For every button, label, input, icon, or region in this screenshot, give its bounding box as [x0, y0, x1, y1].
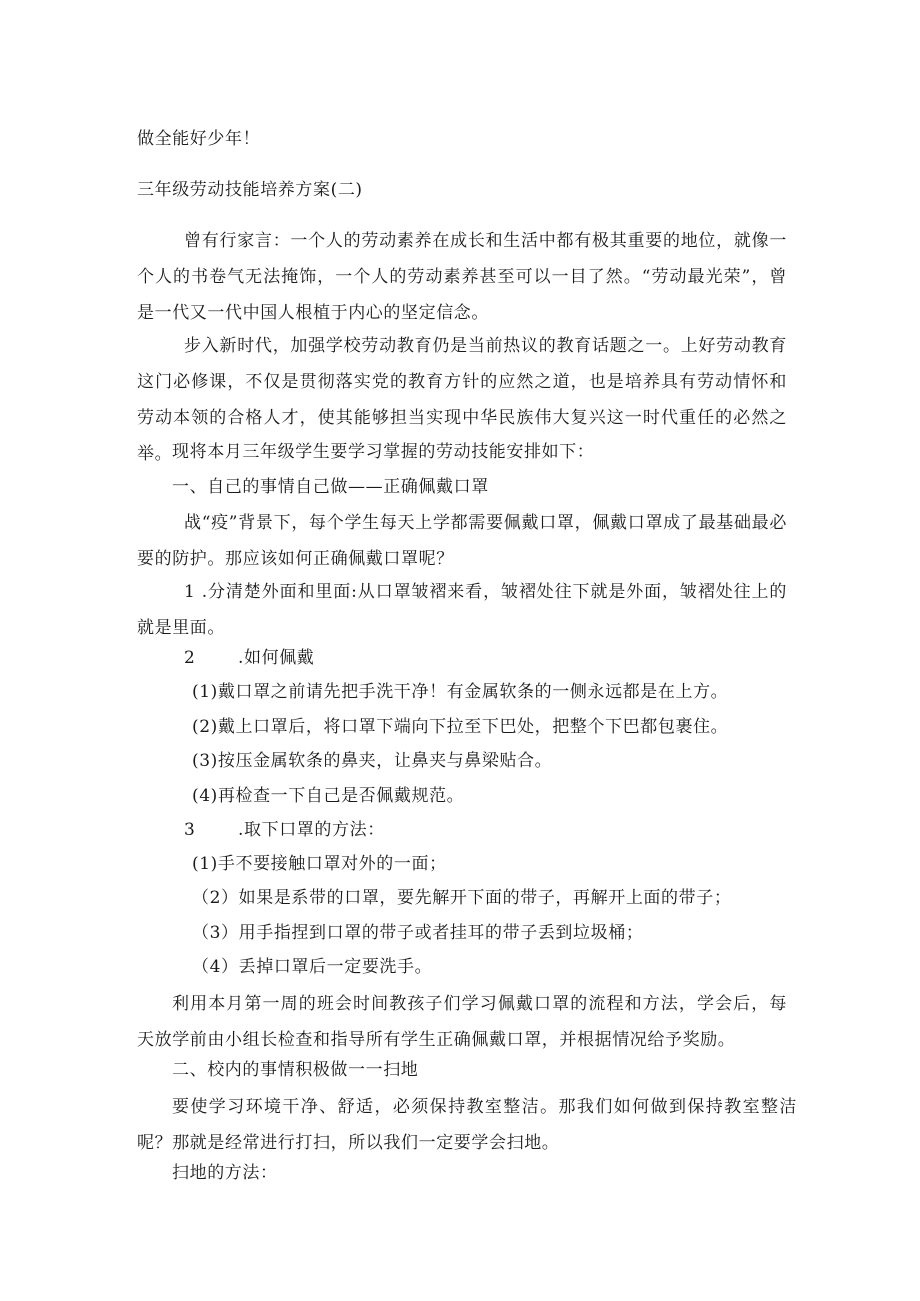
- step-1: 1 .分清楚外面和里面:从口罩皱褶来看，皱褶处往下就是外面，皱褶处往上的就是里面。: [137, 582, 787, 638]
- wear-item: (3)按压金属软条的鼻夹，让鼻夹与鼻梁贴合。: [192, 751, 553, 771]
- remove-item: (1)手不要接触口罩对外的一面；: [192, 854, 447, 874]
- plan-intro: 现将本月三年级学生要学习掌握的劳动技能安排如下：: [172, 442, 595, 462]
- wear-item: (2)戴上口罩后，将口罩下端向下拉至下巴处，把整个下巴都包裹住。: [192, 717, 729, 737]
- step-2: [184, 646, 314, 670]
- intro-paragraph-2: 步入新时代，加强学校劳动教育仍是当前热议的教育话题之一。上好劳动教育这门必修课，不仅是贯彻落实党的教育方针的应然之道，也是培养具有劳动情怀和劳动本领的合格人才，使其能够担当实现中华民族伟大复兴这一时代重任的必然之举。: [137, 336, 787, 464]
- step-2-number: 2: [184, 648, 196, 668]
- remove-item: （4）丢掉口罩后一定要洗手。: [192, 957, 433, 977]
- part2-heading: 二、校内的事情积极做一一扫地: [172, 1060, 419, 1080]
- remove-item: （2）如果是系带的口罩，要先解开下面的带子，再解开上面的带子；: [192, 888, 732, 908]
- closing-line: 做全能好少年！: [137, 129, 261, 149]
- wear-item: (4)再检查一下自己是否佩戴规范。: [192, 786, 465, 806]
- wear-item: (1)戴口罩之前请先把手洗干净！有金属软条的一侧永远都是在上方。: [192, 682, 729, 702]
- intro-paragraph-1: 曾有行家言：一个人的劳动素养在成长和生活中都有极其重要的地位，就像一个人的书卷气无法掩饰，一个人的劳动素养甚至可以一目了然。“劳动最光荣”，曾是一代又一代中国人根植于内心的坚定信念。: [137, 231, 787, 323]
- step-3: [184, 818, 385, 842]
- part1-paragraph: 战“疫”背景下，每个学生每天上学都需要佩戴口罩，佩戴口罩成了最基础最必要的防护。那应该如何正确佩戴口罩呢？: [137, 513, 787, 569]
- part1-summary: 利用本月第一周的班会时间教孩子们学习佩戴口罩的流程和方法，学会后，每天放学前由小组长检查和指导所有学生正确佩戴口罩，并根据情况给予奖励。: [137, 994, 787, 1050]
- remove-item: （3）用手指捏到口罩的带子或者挂耳的带子丢到垃圾桶；: [192, 923, 644, 943]
- sweep-method: 扫地的方法：: [172, 1163, 278, 1183]
- part2-paragraph: 要使学习环境干净、舒适，必须保持教室整洁。那我们如何做到保持教室整洁呢？那就是经常进行打扫，所以我们一定要学会扫地。: [137, 1097, 797, 1153]
- step-3-text: .取下口罩的方法：: [238, 820, 385, 840]
- part1-heading: 一、自己的事情自己做——正确佩戴口罩: [172, 477, 489, 497]
- step-3-number: 3: [184, 820, 196, 840]
- section-title: 三年级劳动技能培养方案(二): [137, 180, 363, 200]
- step-2-text: .如何佩戴: [238, 648, 315, 668]
